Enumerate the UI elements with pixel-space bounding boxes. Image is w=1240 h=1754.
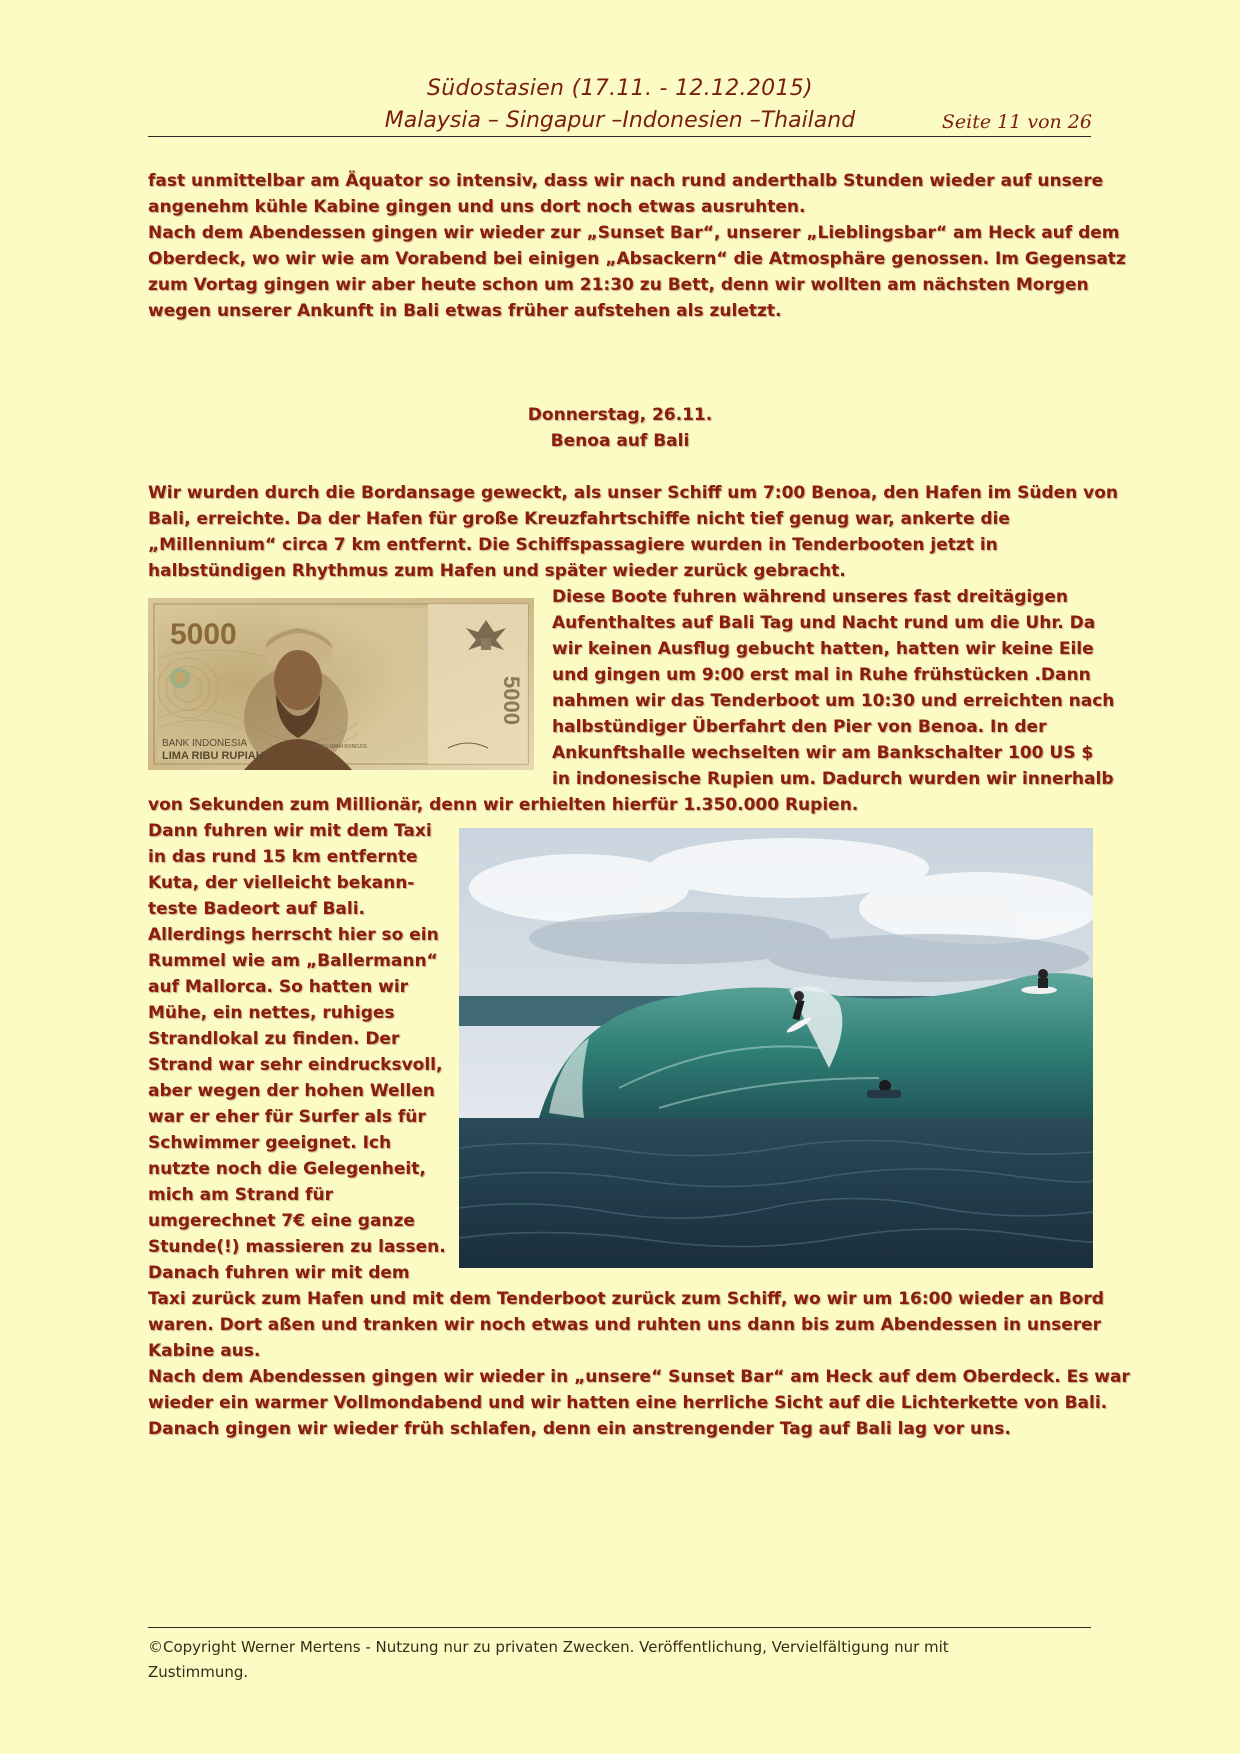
text-line: Bali, erreichte. Da der Hafen für große Kreuzfahrtschiffe nicht tief genug war, ankerte die [148,509,1010,529]
text-line: umgerechnet 7€ eine ganze [148,1211,415,1231]
text-line: Danach gingen wir wieder früh schlafen, denn ein anstrengender Tag auf Bali lag vor uns. [148,1419,1011,1439]
text-line: Ankunftshalle wechselten wir am Bankschalter 100 US $ [552,743,1094,763]
banknote-image [148,598,534,770]
text-line: nutzte noch die Gelegenheit, [148,1159,426,1179]
arrival-paragraph [148,480,1119,584]
text-line: Nach dem Abendessen gingen wir wieder zur „Sunset Bar“, unserer „Lieblingsbar“ am Heck auf dem [148,223,1120,243]
document-title: Südostasien (17.11. - 12.12.2015) [427,76,813,101]
text-line: mich am Strand für [148,1185,334,1205]
text-line: ©Copyright Werner Mertens - Nutzung nur zu privaten Zwecken. Veröffentlichung, Vervielfältigung nur mit [148,1638,949,1656]
text-line: Stunde(!) massieren zu lassen. [148,1237,446,1257]
banknote-signature: TUANKU IMAM BONDJOL [308,744,369,750]
surf-photo [459,828,1093,1268]
text-line: Dann fuhren wir mit dem Taxi [148,821,432,841]
text-line: Strandlokal zu finden. Der [148,1029,400,1049]
intro-paragraph [148,168,1126,324]
text-line: Oberdeck, wo wir wie am Vorabend bei einigen „Absackern“ die Atmosphäre genossen. Im Gegensatz [148,249,1126,269]
copyright-footer [148,1635,1092,1685]
text-line: Aufenthaltes auf Bali Tag und Nacht rund um die Uhr. Da [552,613,1096,633]
text-line: Rummel wie am „Ballermann“ [148,951,438,971]
section-date: Donnerstag, 26.11. [527,405,713,425]
return-paragraph [148,1286,1130,1442]
text-line: Schwimmer geeignet. Ich [148,1133,392,1153]
text-line: halbstündiger Überfahrt den Pier von Benoa. In der [552,717,1047,737]
header-divider [148,136,1091,137]
text-line: Strand war sehr eindrucksvoll, [148,1055,443,1075]
text-line: Nach dem Abendessen gingen wir wieder in „unsere“ Sunset Bar“ am Heck auf dem Oberdeck. Es war [148,1367,1130,1387]
text-line: „Millennium“ circa 7 km entfernt. Die Schiffspassagiere wurden in Tenderbooten jetzt in [148,535,998,555]
document-subtitle: Malaysia – Singapur –Indonesien –Thailand [384,108,856,133]
banknote-value-vertical: 5000 [499,676,524,725]
kuta-paragraph [148,818,448,1286]
banknote-value: 5000 [170,618,237,651]
text-line: von Sekunden zum Millionär, denn wir erhielten hierfür 1.350.000 Rupien. [148,795,859,815]
text-line: war er eher für Surfer als für [148,1107,426,1127]
page-indicator: Seite 11 von 26 [941,111,1092,133]
banknote-denomination: LIMA RIBU RUPIAH [162,750,264,762]
text-line: halbstündigen Rhythmus zum Hafen und später wieder zurück gebracht. [148,561,846,581]
boats-paragraph [552,584,1115,792]
text-line: zum Vortag gingen wir aber heute schon um 21:30 zu Bett, denn wir wollten am nächsten Morgen [148,275,1089,295]
text-line: waren. Dort aßen und tranken wir noch etwas und ruhten uns dann bis zum Abendessen in unserer [148,1315,1102,1335]
text-line: teste Badeort auf Bali. [148,899,366,919]
text-line: wir keinen Ausflug gebucht hatten, hatten wir keine Eile [552,639,1094,659]
text-line: Kuta, der vielleicht bekann- [148,873,415,893]
text-line: wieder ein warmer Vollmondabend und wir hatten eine herrliche Sicht auf die Lichterkette von Bali. [148,1393,1108,1413]
text-line: Mühe, ein nettes, ruhiges [148,1003,395,1023]
text-line: Kabine aus. [148,1341,261,1361]
text-line: in das rund 15 km entfernte [148,847,418,867]
section-heading [148,402,1092,454]
text-line: auf Mallorca. So hatten wir [148,977,409,997]
banknote-bank: BANK INDONESIA [162,738,248,749]
text-line: aber wegen der hohen Wellen [148,1081,435,1101]
text-line: Wir wurden durch die Bordansage geweckt, als unser Schiff um 7:00 Benoa, den Hafen im Süden von [148,483,1119,503]
section-place: Benoa auf Bali [550,431,690,451]
text-line: Zustimmung. [148,1663,249,1681]
text-line: Danach fuhren wir mit dem [148,1263,410,1283]
millionaire-line [148,792,1092,818]
text-line: nahmen wir das Tenderboot um 10:30 und erreichten nach [552,691,1115,711]
footer-divider [148,1627,1091,1628]
text-line: wegen unserer Ankunft in Bali etwas früher aufstehen als zuletzt. [148,301,782,321]
text-line: Allerdings herrscht hier so ein [148,925,439,945]
text-line: in indonesische Rupien um. Dadurch wurden wir innerhalb [552,769,1114,789]
text-line: und gingen um 9:00 erst mal in Ruhe frühstücken .Dann [552,665,1091,685]
text-line: angenehm kühle Kabine gingen und uns dort noch etwas ausruhten. [148,197,806,217]
text-line: Diese Boote fuhren während unseres fast dreitägigen [552,587,1068,607]
text-line: fast unmittelbar am Äquator so intensiv, dass wir nach rund anderthalb Stunden wieder auf unsere [148,171,1104,191]
text-line: Taxi zurück zum Hafen und mit dem Tenderboot zurück zum Schiff, wo wir um 16:00 wieder an Bord [148,1289,1104,1309]
